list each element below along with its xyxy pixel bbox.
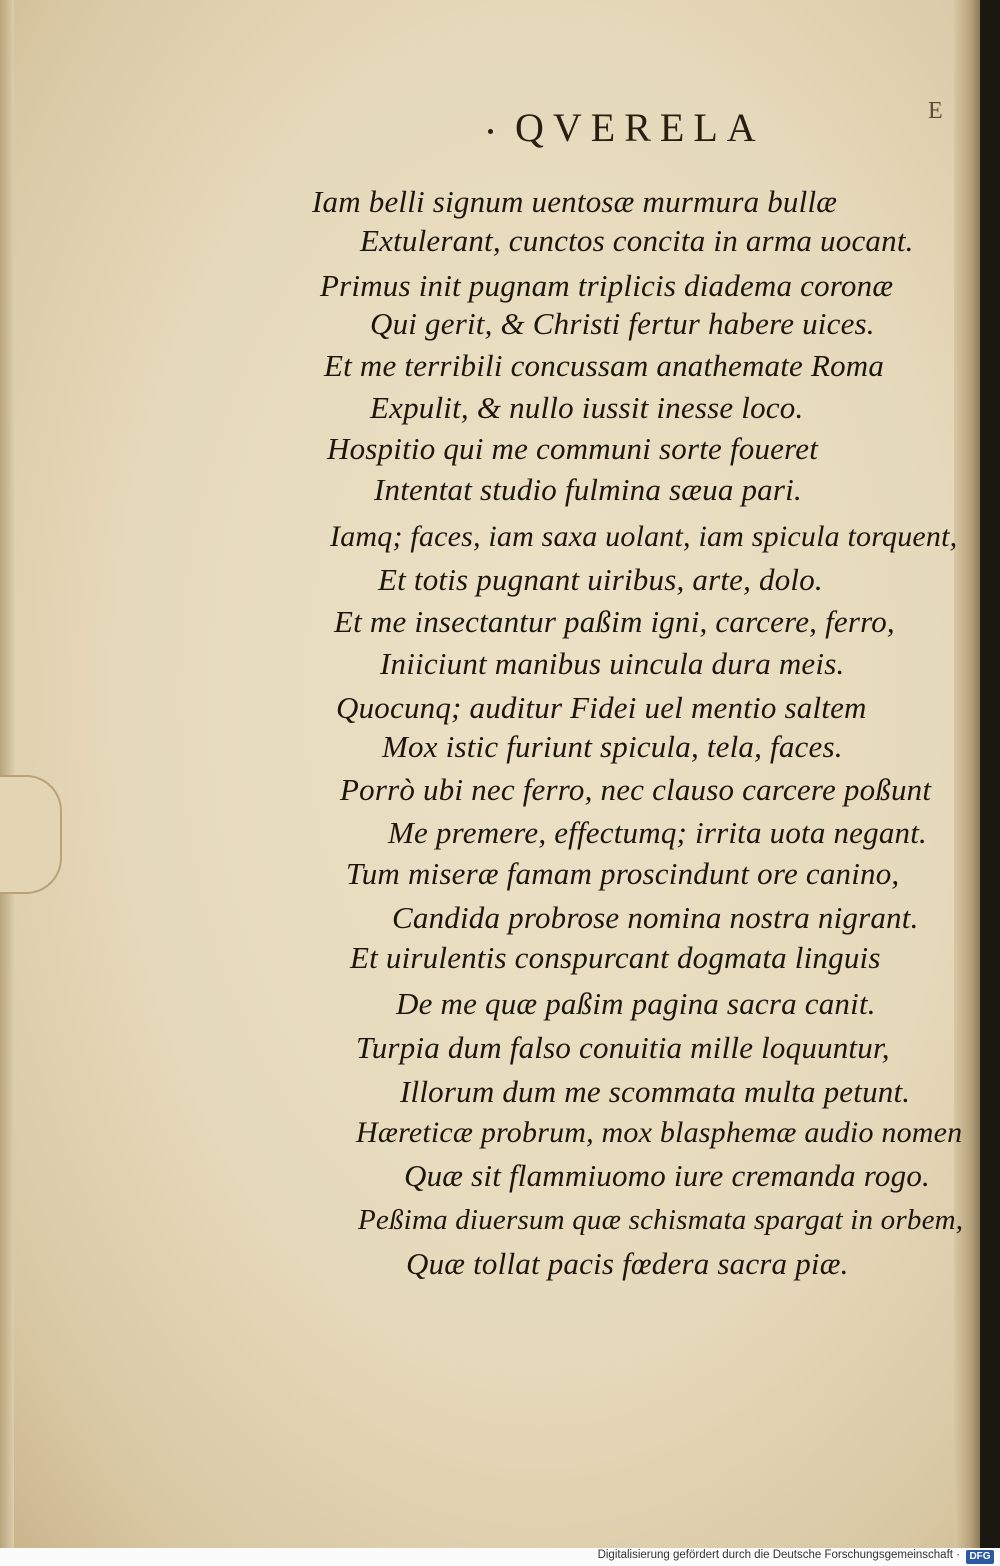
verse-line: Iam belli signum uentosæ murmura bullæ — [312, 184, 838, 219]
verse-line: Quæ sit flammiuomo iure cremanda rogo. — [404, 1158, 930, 1193]
verse-line: Et me insectantur paßim igni, carcere, ferro, — [334, 604, 895, 639]
verse-line: Primus init pugnam triplicis diadema coronæ — [320, 268, 894, 303]
verse-line: Expulit, & nullo iussit inesse loco. — [370, 390, 804, 425]
verse-line: Quæ tollat pacis fœdera sacra piæ. — [406, 1246, 849, 1281]
verse-line: Candida probrose nomina nostra nigrant. — [392, 900, 919, 935]
funding-credit: Digitalisierung gefördert durch die Deutsche Forschungsgemeinschaft · — [597, 1549, 960, 1561]
verse-line: Et totis pugnant uiribus, arte, dolo. — [378, 562, 823, 597]
verse-line: Quocunq; auditur Fidei uel mentio saltem — [336, 690, 867, 725]
verse-line: Porrò ubi nec ferro, nec clauso carcere poßunt — [340, 772, 932, 807]
verse-line: Hæreticæ probrum, mox blasphemæ audio nomen — [356, 1116, 963, 1149]
verse-line: Et uirulentis conspurcant dogmata linguis — [350, 940, 881, 975]
verse-line: Me premere, effectumq; irrita uota negant. — [388, 815, 928, 850]
running-head-text: QVERELA — [515, 105, 765, 150]
verse-line: Hospitio qui me communi sorte foueret — [327, 431, 819, 466]
verse-line: Mox istic furiunt spicula, tela, faces. — [382, 729, 843, 764]
verse-line: Peßima diuersum quæ schismata spargat in orbem, — [358, 1204, 964, 1236]
corner-mark: E — [928, 98, 943, 124]
verse-line: Qui gerit, & Christi fertur habere uices. — [370, 306, 875, 341]
dfg-logo-icon: DFG — [966, 1550, 994, 1564]
verse-line: Iniiciunt manibus uincula dura meis. — [380, 646, 845, 681]
verse-line: Et me terribili concussam anathemate Roma — [324, 348, 885, 383]
digitization-footer — [0, 1548, 1000, 1566]
verse-line: Iamq; faces, iam saxa uolant, iam spicula torquent, — [330, 520, 958, 553]
verse-line: Turpia dum falso conuitia mille loquuntur, — [356, 1030, 890, 1065]
verse-line: De me quæ paßim pagina sacra canit. — [396, 986, 876, 1021]
verse-line: Extulerant, cunctos concita in arma uocant. — [360, 223, 914, 258]
verse-line: Tum miseræ famam proscindunt ore canino, — [346, 856, 900, 891]
verse-line: Intentat studio fulmina sæua pari. — [374, 472, 802, 507]
verse-line: Illorum dum me scommata multa petunt. — [400, 1074, 911, 1109]
